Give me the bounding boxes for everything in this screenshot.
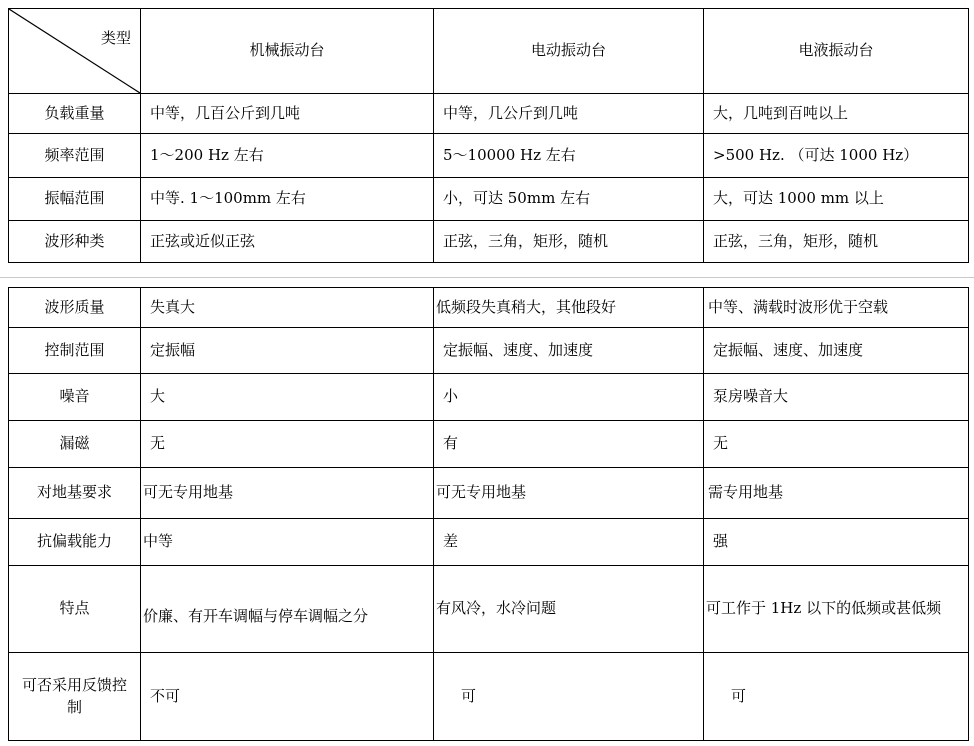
- table-cell: 价廉、有开车调幅与停车调幅之分: [141, 566, 434, 653]
- table-row: [9, 519, 969, 566]
- table-cell: 强: [704, 519, 969, 566]
- table-cell: 正弦，三角，矩形，随机: [704, 221, 969, 263]
- table-cell: 有风冷，水冷问题: [434, 566, 704, 653]
- table-cell: 中等、满载时波形优于空载: [704, 288, 969, 328]
- table-cell: 有: [434, 421, 704, 468]
- table-cell: 低频段失真稍大，其他段好: [434, 288, 704, 328]
- column-header-mechanical: 机械振动台: [141, 9, 434, 94]
- table-cell: 需专用地基: [704, 468, 969, 519]
- row-label: 波形种类: [9, 221, 141, 263]
- row-label: 振幅范围: [9, 178, 141, 221]
- table-cell: 中等，几百公斤到几吨: [141, 94, 434, 134]
- table-row: [9, 421, 969, 468]
- row-label: 噪音: [9, 374, 141, 421]
- row-label: 波形质量: [9, 288, 141, 328]
- table-cell: 可无专用地基: [434, 468, 704, 519]
- vibration-table-comparison-upper: [8, 8, 969, 263]
- table-cell: 定振幅、速度、加速度: [704, 328, 969, 374]
- table-row: [9, 178, 969, 221]
- table-row: [9, 134, 969, 178]
- table-cell: 不可: [141, 653, 434, 741]
- diagonal-line: [9, 9, 140, 93]
- table-cell: 正弦或近似正弦: [141, 221, 434, 263]
- table-cell: 小，可达 50mm 左右: [434, 178, 704, 221]
- table-cell: 泵房噪音大: [704, 374, 969, 421]
- table-cell: 定振幅: [141, 328, 434, 374]
- row-label: 控制范围: [9, 328, 141, 374]
- table-cell: 差: [434, 519, 704, 566]
- table-cell: 中等，几公斤到几吨: [434, 94, 704, 134]
- vibration-table-comparison-lower: [8, 287, 969, 741]
- table-cell: 定振幅、速度、加速度: [434, 328, 704, 374]
- table-cell: 小: [434, 374, 704, 421]
- table-row: [9, 328, 969, 374]
- table-cell: 可无专用地基: [141, 468, 434, 519]
- table-cell: 可: [434, 653, 704, 741]
- table-cell: 中等. 1～100mm 左右: [141, 178, 434, 221]
- table-cell: 大，可达 1000 mm 以上: [704, 178, 969, 221]
- row-label: 抗偏载能力: [9, 519, 141, 566]
- table-cell: 中等: [141, 519, 434, 566]
- table-cell: 无: [141, 421, 434, 468]
- table-row: [9, 94, 969, 134]
- header-row: [9, 9, 969, 94]
- table-cell: 可工作于 1Hz 以下的低频或甚低频: [704, 566, 969, 653]
- table-row: [9, 374, 969, 421]
- table-row: [9, 221, 969, 263]
- table-cell: 无: [704, 421, 969, 468]
- corner-cell: [9, 9, 141, 94]
- table-cell: >500 Hz. （可达 1000 Hz）: [704, 134, 969, 178]
- corner-label: 类型: [100, 29, 131, 47]
- row-label: 漏磁: [9, 421, 141, 468]
- table-cell: 大: [141, 374, 434, 421]
- row-label: 可否采用反馈控制: [9, 653, 141, 741]
- table-cell: 1～200 Hz 左右: [141, 134, 434, 178]
- table-cell: 失真大: [141, 288, 434, 328]
- table-cell: 可: [704, 653, 969, 741]
- row-label: 频率范围: [9, 134, 141, 178]
- table-cell: 5～10000 Hz 左右: [434, 134, 704, 178]
- table-row: [9, 288, 969, 328]
- table-cell: 正弦，三角，矩形，随机: [434, 221, 704, 263]
- section-divider-line: [0, 277, 974, 278]
- column-header-electrohydraulic: 电液振动台: [704, 9, 969, 94]
- table-row: [9, 653, 969, 741]
- row-label: 特点: [9, 566, 141, 653]
- row-label: 对地基要求: [9, 468, 141, 519]
- row-label: 负载重量: [9, 94, 141, 134]
- table-cell: 大，几吨到百吨以上: [704, 94, 969, 134]
- table-row: [9, 566, 969, 653]
- column-header-electrodynamic: 电动振动台: [434, 9, 704, 94]
- table-row: [9, 468, 969, 519]
